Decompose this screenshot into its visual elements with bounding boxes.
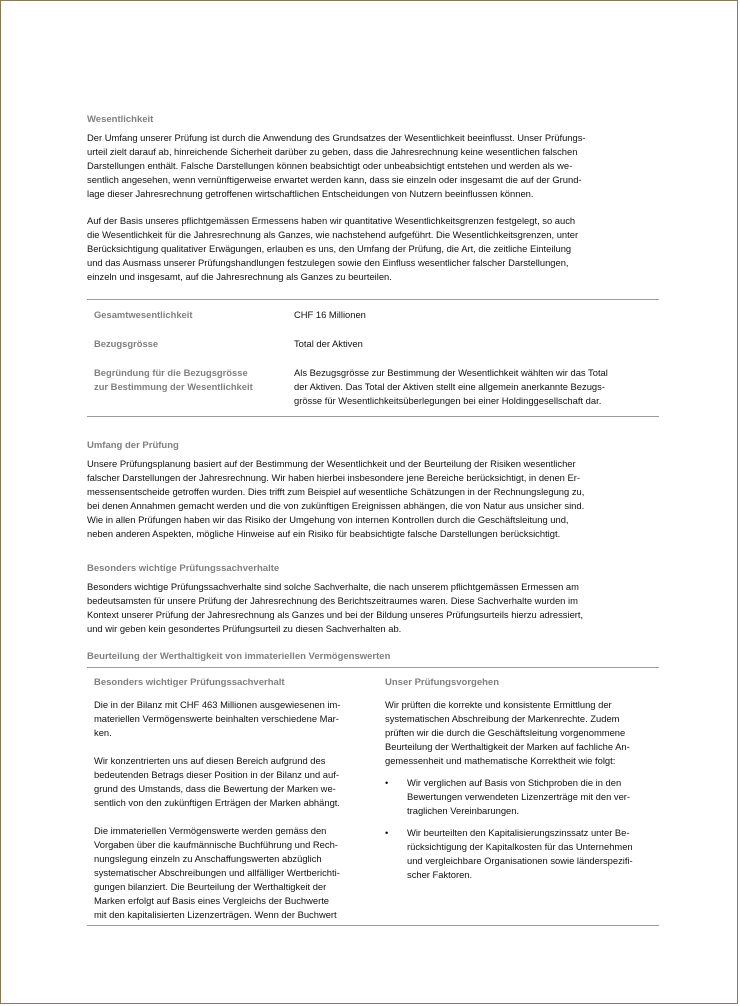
paragraph-wesentlichkeit-1: Der Umfang unserer Prüfung ist durch die Anwendung des Grundsatzes der Wesentlichkeit beeinflusst. Unser Prüfungs- urteil zielt darauf ab, hinreichende Sicherheit darüber zu geben, dass die Jahresrechnung keine wesentlichen falschen Darstellungen enthält. Falsche Darstellungen können beabsichtigt oder unbeabsichtigt entstehen und werden als we- sentlich angesehen, wenn vernünftigerweise erwartet werden kann, dass sie einzeln oder insgesamt die auf der Grund- lage dieser Jahresrechnung getroffenen wirtschaftlichen Entscheidungen von Nutzern beeinflussen können. [87, 132, 586, 199]
bullet-icon: • [385, 777, 389, 788]
section-heading-werthaltigkeit: Beurteilung der Werthaltigkeit von immateriellen Vermögenswerten [87, 651, 391, 662]
row-label: Begründung für die Bezugsgrösse zur Bestimmung der Wesentlichkeit [94, 367, 253, 392]
left-paragraph-1: Die in der Bilanz mit CHF 463 Millionen ausgewiesenen im- materiellen Vermögenswerte beinhalten verschiedene Mar- ken. [94, 699, 341, 738]
materiality-table [87, 299, 659, 417]
left-paragraph-3: Die immateriellen Vermögenswerte werden gemäss den Vorgaben über die kaufmännische Buchführung und Rech- nungslegung einzeln zu Anschaffungswerten abzüglich systematischer Abschreibungen und allfälliger Wertberichti- gungen bilanziert. Die Beurteilung der Werthaltigkeit der Marken erfolgt auf Basis eines Vergleichs der Buchwerte mit den kapitalisierten Lizenzerträgen. Wenn der Buchwert [94, 825, 340, 920]
bottom-divider [87, 925, 659, 926]
row-value: Total der Aktiven [294, 338, 363, 349]
table-row [87, 351, 659, 417]
list-item: • Wir beurteilten den Kapitalisierungszinssatz unter Be- rücksichtigung der Kapitalkosten für das Unternehmen und vergleichbare Organisationen sowie länderspezifi- scher Faktoren. [385, 827, 633, 880]
right-column-heading: Unser Prüfungsvorgehen [385, 677, 500, 688]
paragraph-kam: Besonders wichtige Prüfungssachverhalte sind solche Sachverhalte, die nach unserem pflichtgemässen Ermessen am bedeutsamsten für unsere Prüfung der Jahresrechnung des Berichtszeitraumes waren. Diese Sachverhalte wurden im Kontext unserer Prüfung der Jahresrechnung als Ganzes und bei der Bildung unseres Prüfungsurteils hierzu adressiert, und wir geben kein gesondertes Prüfungsurteil zu diesen Sachverhalten ab. [87, 581, 584, 634]
kam-left-column [87, 668, 378, 922]
kam-two-column [87, 667, 659, 922]
row-label: Gesamtwesentlichkeit [94, 309, 193, 320]
row-value: CHF 16 Millionen [294, 309, 366, 320]
list-item: • Wir verglichen auf Basis von Stichproben die in den Bewertungen verwendeten Lizenzerträge mit den ver- traglichen Vereinbarungen. [385, 777, 631, 816]
right-intro-paragraph: Wir prüften die korrekte und konsistente Ermittlung der systematischen Abschreibung der Markenrechte. Zudem prüften wir die durch die Geschäftsleitung vorgenommene Beurteilung der Werthaltigkeit der Marken auf fachliche An- gemessenheit und mathematische Korrektheit wie folgt: [385, 699, 630, 766]
table-row [87, 322, 659, 351]
row-label: Bezugsgrösse [94, 338, 159, 349]
left-paragraph-2: Wir konzentrierten uns auf diesen Bereich aufgrund des bedeutenden Betrags dieser Position in der Bilanz und auf- grund des Umstands, dass die Bewertung der Marken we- sentlich von den zukünftigen Erträgen der Marken abhängt. [94, 755, 340, 808]
section-heading-kam: Besonders wichtige Prüfungssachverhalte [87, 563, 280, 574]
paragraph-wesentlichkeit-2: Auf der Basis unseres pflichtgemässen Ermessens haben wir quantitative Wesentlichkeitsgrenzen festgelegt, so auch die Wesentlichkeit für die Jahresrechnung als Ganzes, wie nachstehend aufgeführt. Die Wesentlichkeitsgrenzen, unter Berücksichtigung qualitativer Erwägungen, erlauben es uns, den Umfang der Prüfung, die Art, die zeitliche Einteilung und das Ausmass unserer Prüfungshandlungen festzulegen sowie den Einfluss wesentlicher falscher Darstellungen, einzeln und insgesamt, auf die Jahresrechnung als Ganzes zu beurteilen. [87, 215, 579, 282]
report-content [87, 113, 659, 922]
left-column-heading: Besonders wichtiger Prüfungssachverhalt [94, 677, 285, 688]
row-value: Als Bezugsgrösse zur Bestimmung der Wesentlichkeit wählten wir das Total der Aktiven. Das Total der Aktiven stellt eine allgemein anerkannte Bezugs- grösse für Wesentlichkeitsüberlegungen bei einer Holdinggesellschaft dar. [294, 367, 608, 406]
kam-right-column [378, 668, 659, 922]
paragraph-umfang: Unsere Prüfungsplanung basiert auf der Bestimmung der Wesentlichkeit und der Beurteilung der Risiken wesentlicher falscher Darstellungen der Jahresrechnung. Wir haben hierbei insbesondere jene Bereiche berücksichtigt, in denen Er- messensentscheide getroffen wurden. Dies trifft zum Beispiel auf wesentliche Schätzungen in der Rechnungslegung zu, bei denen Annahmen gemacht werden und die von zukünftigen Ereignissen abhängen, die von Natur aus unsicher sind. Wie in allen Prüfungen haben wir das Risiko der Umgehung von internen Kontrollen durch die Geschäftsleitung und, neben anderen Aspekten, mögliche Hinweise auf ein Risiko für beabsichtigte falsche Darstellungen berücksichtigt. [87, 458, 585, 539]
table-row [87, 300, 659, 323]
bullet-icon: • [385, 827, 389, 838]
section-heading-umfang: Umfang der Prüfung [87, 440, 179, 451]
section-heading-wesentlichkeit: Wesentlichkeit [87, 114, 154, 125]
